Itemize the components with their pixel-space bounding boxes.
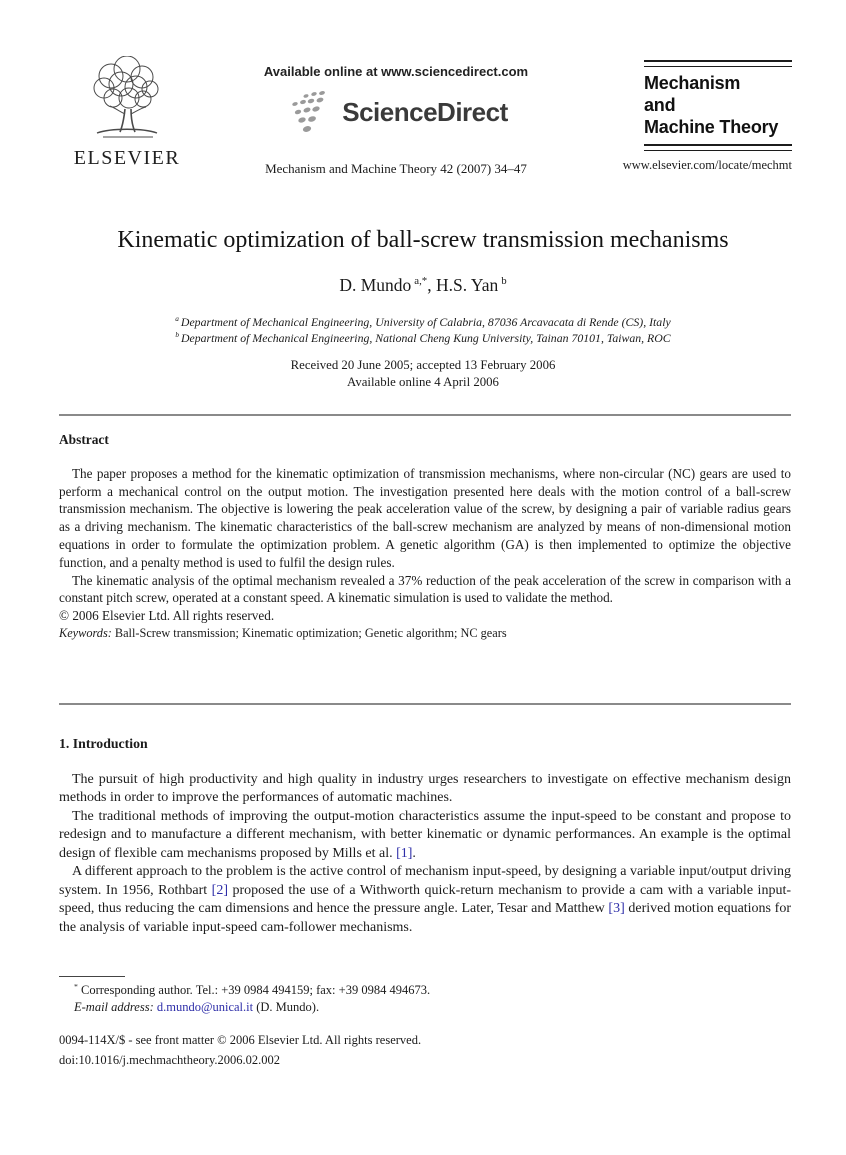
paragraph (59, 808, 791, 864)
keywords-label: Keywords: (59, 625, 112, 640)
copyright-line: © 2006 Elsevier Ltd. All rights reserved. (59, 608, 275, 624)
masthead-center (236, 64, 556, 177)
paragraph-text: The traditional methods of improving the output-motion characteristics assume the input-speed to be constant and propose to redesign and to manufacture a different mechanism, with better kinematic or dynamic performances. An example is the optimal design of flexible cam mechanisms proposed by Mills et al. (59, 808, 791, 861)
journal-name-line: and (644, 95, 676, 115)
sciencedirect-wordmark: ScienceDirect (342, 96, 508, 127)
abstract-section (59, 431, 791, 643)
issn-copyright-line: 0094-114X/$ - see front matter © 2006 Elsevier Ltd. All rights reserved. (59, 1033, 422, 1047)
paragraph-text: . (412, 845, 416, 861)
section-divider (59, 414, 791, 416)
email-suffix: (D. Mundo). (253, 999, 320, 1014)
email-label: E-mail address: (74, 999, 154, 1014)
author-name: H.S. Yan (435, 275, 499, 295)
affiliations (0, 314, 846, 346)
affiliation-text: Department of Mechanical Engineering, National Cheng Kung University, Tainan 70101, Taiwan, ROC (180, 331, 671, 345)
double-rule-bottom (644, 144, 792, 151)
footnote-line (59, 982, 619, 999)
citation-link-3[interactable]: [3] (608, 901, 625, 916)
paragraph-text: proposed the use of a Withworth quick-return mechanism to provide a cam with a variable input-speed, thus reducing the cam dimensions and hence the pressure angle. Later, Tesar and Matthew (59, 882, 791, 916)
received-accepted-line: Received 20 June 2005; accepted 13 February 2006 (290, 358, 556, 372)
email-line (59, 999, 619, 1016)
introduction-heading: 1. Introduction (59, 736, 148, 751)
sciencedirect-logo (236, 89, 556, 135)
affiliation-line (0, 330, 846, 346)
author-affiliation-mark: a,* (414, 275, 428, 288)
abstract-heading: Abstract (59, 432, 109, 447)
journal-name-line: Mechanism (644, 73, 741, 93)
footnote-marker: * (74, 981, 78, 991)
double-rule-top (644, 60, 792, 67)
section-divider (59, 703, 791, 705)
citation-link-1[interactable]: [1] (396, 845, 413, 861)
elsevier-wordmark: ELSEVIER (73, 147, 181, 169)
corresponding-author-footnote (59, 976, 619, 1015)
affiliation-line (0, 314, 846, 330)
email-link[interactable]: d.mundo@unical.it (153, 999, 254, 1014)
paragraph-text: A different approach to the problem is the active control of mechanism input-speed, by designing a variable input/output driving system. In 1956, Rothbart (59, 864, 791, 898)
journal-name-line: Machine Theory (644, 117, 779, 137)
paragraph: The pursuit of high productivity and high quality in industry urges researchers to investigate on effective mechanism design methods in order to improve the performances of automatic machines. (59, 771, 791, 805)
affiliation-text: Department of Mechanical Engineering, University of Calabria, 87036 Arcavacata di Rende (CS), Italy (180, 315, 671, 329)
journal-citation: Mechanism and Machine Theory 42 (2007) 34–47 (265, 161, 527, 176)
available-online-text: Available online at www.sciencedirect.com (263, 64, 529, 79)
abstract-paragraph: The kinematic analysis of the optimal mechanism revealed a 37% reduction of the peak acceleration of the screw in comparison with a constant pitch screw, operated at a constant speed. A kinematic simulation is used to validate the method. (59, 572, 791, 606)
keywords-text: Ball-Screw transmission; Kinematic optimization; Genetic algorithm; NC gears (111, 625, 507, 640)
journal-name (644, 67, 792, 144)
imprint-footer (59, 1031, 791, 1070)
author-affiliation-mark: b (501, 275, 507, 288)
author-name: D. Mundo (339, 275, 412, 295)
elsevier-logo (60, 56, 194, 170)
article-title: Kinematic optimization of ball-screw transmission mechanisms (117, 227, 729, 253)
paragraph-text: derived motion equations for the analysis of variable input-speed cam-follower mechanisms. (59, 901, 791, 935)
author-line (0, 275, 846, 296)
affiliation-mark: a (175, 314, 179, 324)
citation-link-2[interactable]: [2] (211, 882, 228, 898)
elsevier-tree-icon (79, 56, 175, 140)
journal-name-block (612, 60, 792, 173)
doi-line: doi:10.1016/j.mechmachtheory.2006.02.002 (59, 1052, 281, 1067)
abstract-paragraph: The paper proposes a method for the kinematic optimization of transmission mechanisms, where non-circular (NC) gears are used to perform a mechanical control on the output motion. The investigation presented here deals with the motion control of a ball-screw transmission mechanism. The objective is lowering the peak acceleration value of the screw, by designing a pair of variable radius gears as a driving mechanism. The kinematic characteristics of the ball-screw mechanism are analyzed by means of non-dimensional motion equations in order to formulate the optimization problem. A genetic algorithm (GA) is then implemented to optimize the objective function, and a penalty method is used to fulfil the design rules. (59, 465, 791, 570)
introduction-section (59, 735, 791, 937)
paragraph (59, 863, 791, 937)
sciencedirect-dots-icon (284, 89, 336, 135)
author-separator: , (427, 275, 436, 295)
article-history (0, 357, 846, 390)
available-online-line: Available online 4 April 2006 (347, 374, 499, 389)
affiliation-mark: b (175, 330, 179, 340)
journal-url[interactable]: www.elsevier.com/locate/mechmt (622, 158, 792, 172)
footnote-text: Corresponding author. Tel.: +39 0984 494159; fax: +39 0984 494673. (77, 983, 431, 997)
footnote-rule (59, 976, 125, 977)
keywords-line (59, 625, 791, 643)
